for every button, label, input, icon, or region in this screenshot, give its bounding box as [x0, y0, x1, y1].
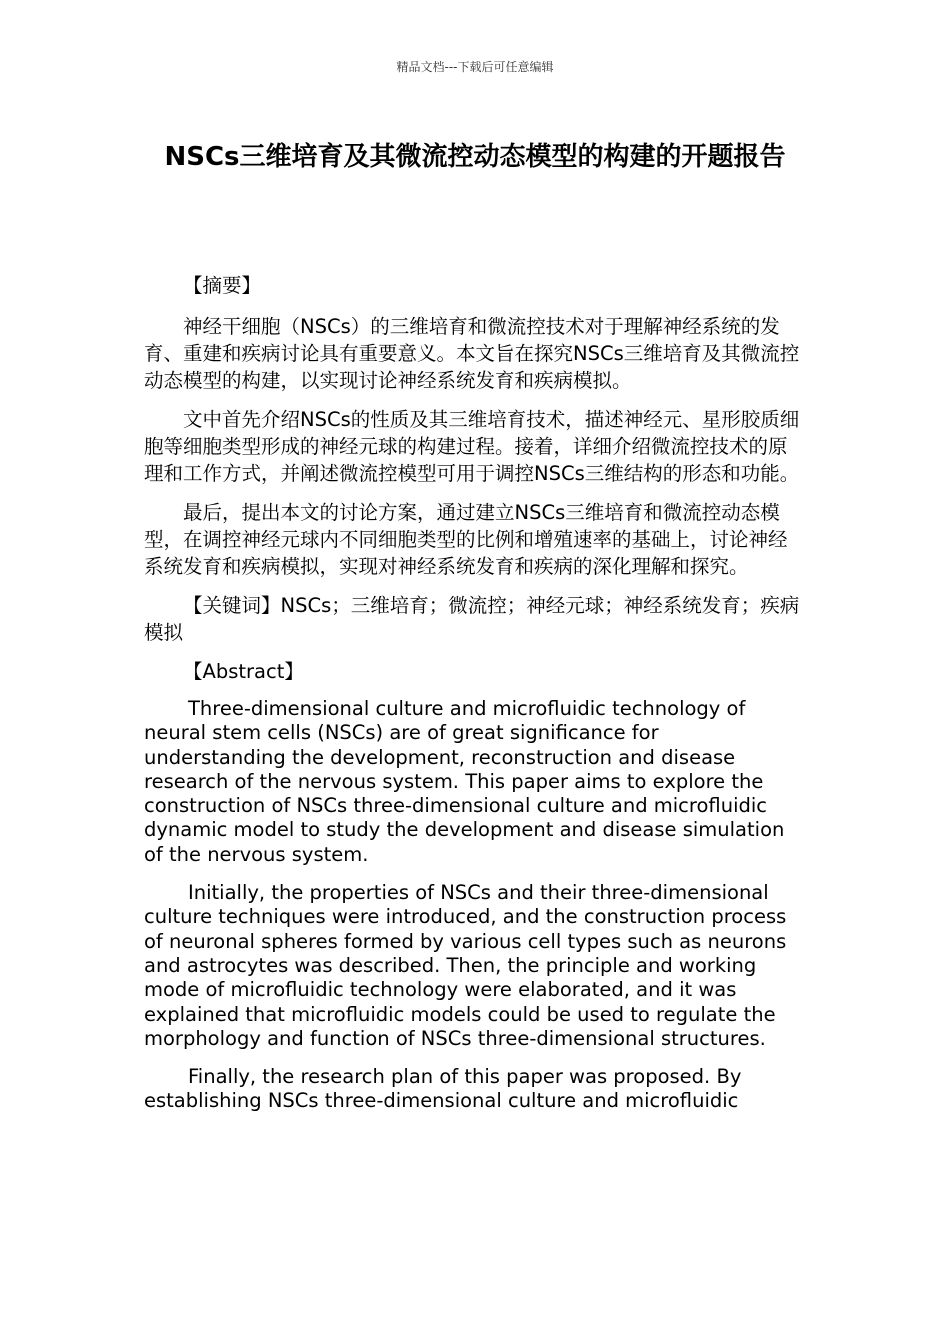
- abstract-cn-paragraph-1: 神经干细胞（NSCs）的三维培育和微流控技术对于理解神经系统的发育、重建和疾病讨论具有重要意义。本文旨在探究NSCs三维培育及其微流控动态模型的构建，以实现讨论神经系统发育和疾病模拟。: [144, 315, 800, 392]
- document-title: NSCs三维培育及其微流控动态模型的构建的开题报告: [164, 142, 786, 172]
- abstract-cn-paragraph-3: 最后，提出本文的讨论方案，通过建立NSCs三维培育和微流控动态模型，在调控神经元球内不同细胞类型的比例和增殖速率的基础上，讨论神经系统发育和疾病模拟，实现对神经系统发育和疾病的深化理解和探究。: [144, 501, 788, 578]
- document-body: [144, 272, 806, 1128]
- abstract-en-paragraph-3: Finally, the research plan of this paper was proposed. By establishing NSCs three-dimensional culture and microfluidic: [144, 1065, 742, 1113]
- running-header: 精品文档---下载后可任意编辑: [396, 60, 554, 74]
- abstract-en-paragraph-2: Initially, the properties of NSCs and their three-dimensional culture techniques were introduced, and the construction process of neuronal spheres formed by various cell types such as neurons and astrocytes was described. Then, the principle and working mode of microfluidic technology were elaborated, and it was explained that microfluidic models could be used to regulate the morphology and function of NSCs three-dimensional structures.: [144, 881, 787, 1050]
- abstract-cn-heading: 【摘要】: [183, 274, 262, 297]
- abstract-en-heading: 【Abstract】: [183, 660, 304, 683]
- abstract-en-paragraph-1: Three-dimensional culture and microfluidic technology of neural stem cells (NSCs) are of great significance for understanding the development, reconstruction and disease research of the nervous system. This paper aims to explore the construction of NSCs three-dimensional culture and microfluidic dynamic model to study the development and disease simulation of the nervous system.: [144, 697, 785, 866]
- keywords-cn: 【关键词】NSCs；三维培育；微流控；神经元球；神经系统发育；疾病模拟: [144, 594, 800, 644]
- abstract-cn-paragraph-2: 文中首先介绍NSCs的性质及其三维培育技术，描述神经元、星形胶质细胞等细胞类型形成的神经元球的构建过程。接着，详细介绍微流控技术的原理和工作方式，并阐述微流控模型可用于调控NSCs三维结构的形态和功能。: [144, 408, 800, 485]
